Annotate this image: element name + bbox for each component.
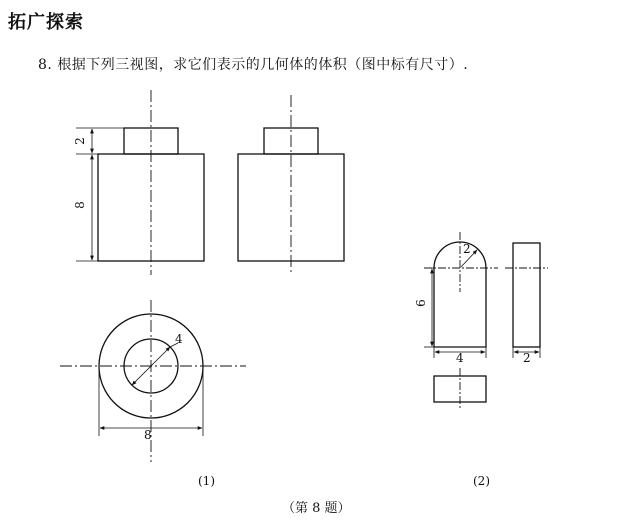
figure-2-front-view: [424, 232, 498, 358]
dim-height: 6: [413, 299, 428, 307]
section-title: 拓广探索: [8, 12, 84, 33]
dim-outer-diameter: 8: [144, 428, 152, 442]
figure-1-front-view: [76, 90, 204, 275]
figure-1: [60, 90, 344, 462]
dim-top-height: 2: [72, 137, 87, 145]
dim-radius: 2: [463, 242, 471, 256]
figure-caption: （第 8 题）: [282, 501, 351, 516]
figure-2-caption: (2): [473, 474, 490, 488]
dim-depth: 2: [523, 351, 531, 365]
problem-text: 根据下列三视图，求它们表示的几何体的体积（图中标有尺寸）.: [57, 57, 469, 73]
figure-1-caption: (1): [198, 474, 215, 488]
figure-2: [424, 232, 548, 410]
dim-inner-diameter: 4: [175, 332, 183, 346]
dim-body-height: 8: [72, 201, 87, 209]
figure-2-side-view: [505, 243, 548, 358]
figure-1-side-view: [238, 95, 344, 275]
figure-1-top-view: [60, 300, 246, 462]
figure-2-top-view: [434, 368, 486, 410]
dim-width: 4: [456, 351, 464, 365]
problem-number: 8.: [38, 57, 53, 73]
